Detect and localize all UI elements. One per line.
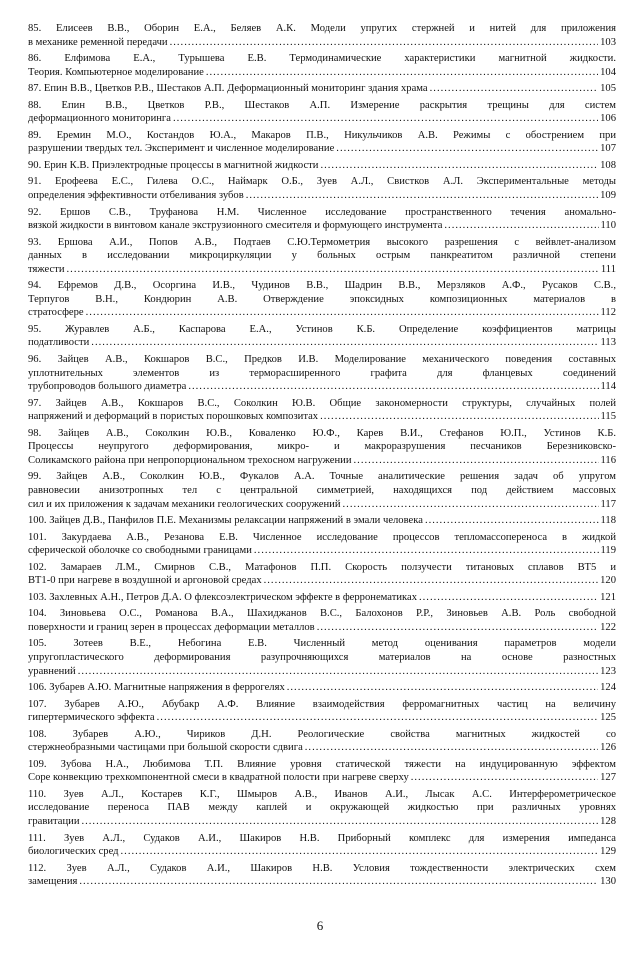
entry-page-number: 111 [600,263,616,275]
entry-title-text: разрушении твердых тел. Эксперимент и численное моделирование [28,143,335,155]
contents-entry [28,514,616,528]
entry-text [28,219,442,233]
contents-entry [28,607,616,634]
entry-title-text: напряжений и деформаций в пористых порошковых композитах [28,411,319,423]
entry-number: 103. [28,591,47,603]
entry-text [28,845,119,859]
entry-number: 99. [28,471,42,483]
entry-text-line [28,561,616,575]
entry-title-text: вязкой жидкости в винтовом канале экструзионного смесителя и формующего инструмента [28,220,443,232]
leader-dots [411,771,598,785]
entry-text: Епин В.В., Цветков Р.В., Шестаков А.П. Измерение раскрытия трещины для систем [61,99,616,111]
entry-last-line [28,159,616,173]
entry-number: 91. [28,176,42,188]
entry-text: Закурдаева А.В., Резанова Е.В. Численное исследование процессов тепломассопереноса в жидкой [61,531,616,543]
contents-entry [28,236,616,277]
entry-page-number: 130 [600,876,616,888]
entry-text [28,574,262,588]
entry-text [28,621,315,635]
entry-title-text: Зубарев А.Ю. Магнитные напряжения в феррогелях [49,682,285,694]
entry-last-line [28,189,616,203]
entry-last-line [28,574,616,588]
contents-entry [28,561,616,588]
entry-text-line [28,651,616,665]
leader-dots [157,711,598,725]
entry-title-text: сил и их приложения к задачам механики геологических сооружений [28,498,341,510]
entry-number: 108. [28,728,47,740]
contents-entry [28,279,616,320]
entry-text: Зайцев А.В., Кокшаров В.С., Предков И.В. Моделирование механического поведения составных [57,354,616,366]
entry-text-line [28,531,616,545]
contents-entry [28,681,616,695]
entry-last-line [28,741,616,755]
entry-text-line [28,99,616,113]
entry-text [28,665,76,679]
contents-entry [28,175,616,202]
contents-entry [28,758,616,785]
entry-last-line [28,336,616,350]
entry-last-line [28,454,616,468]
entry-title-text: уравнений [28,665,76,677]
entry-page-number: 128 [600,815,616,827]
entry-text: Зайцев А.В., Соколкин Ю.В., Фукалов А.А. Точные аналитические решения задач об упругом [56,471,617,483]
entry-text [28,189,244,203]
entry-page-number: 118 [600,515,616,527]
entry-number: 105. [28,638,47,650]
entry-page-number: 113 [600,337,616,349]
entry-number: 111. [28,832,46,844]
entry-number: 102. [28,561,47,573]
entry-page-number: 121 [600,591,616,603]
entry-text: Ерофеева Е.С., Гилева О.С., Наймарк О.Б., Зуев А.Л., Свистков А.Л. Экспериментальные методы [54,176,617,188]
leader-dots [188,380,598,394]
entry-page-number: 129 [600,846,616,858]
leader-dots [287,681,598,695]
entry-page-number: 116 [600,454,616,466]
entry-page-number: 107 [600,143,616,155]
entry-last-line [28,263,616,277]
entry-last-line [28,771,616,785]
entry-number: 100. [28,515,47,527]
entry-page-number: 125 [600,712,616,724]
entry-title-text: Соликамского района при непропорциональном трехосном нагружении [28,454,352,466]
contents-entry [28,832,616,859]
contents-entry [28,159,616,173]
entry-title-text: податливости [28,337,90,349]
entry-title-text: трубопроводов большого диаметра [28,381,187,393]
entry-text: Ершова А.И., Попов А.В., Подтаев С.Ю.Термометрия высокого разрешения с вейвлет-анализом [57,236,616,248]
entry-number: 107. [28,698,47,710]
entry-number: 93. [28,236,42,248]
entry-title-text: определения эффективности отбеливания зубов [28,190,244,202]
leader-dots [91,336,598,350]
leader-dots [79,875,598,889]
entry-last-line [28,875,616,889]
entry-number: 89. [28,129,42,141]
contents-entry [28,323,616,350]
entry-text-line [28,470,616,484]
entry-text-line [28,22,616,36]
entry-title-text: деформационного мониторинга [28,113,171,125]
entry-text: Елисеев В.В., Оборин Е.А., Беляев А.К. Модели упругих стержней и нитей для приложения [55,23,616,34]
contents-entry [28,470,616,511]
entry-last-line [28,66,616,80]
contents-entry [28,862,616,889]
leader-dots [320,410,598,424]
leader-dots [317,621,598,635]
entry-number: 85. [28,23,42,34]
entry-text-line [28,175,616,189]
entry-page-number: 114 [600,381,616,393]
entry-last-line [28,142,616,156]
leader-dots [354,454,599,468]
entry-text: Зуев А.Л., Костарев К.Г., Шмыров А.В., Иванов А.И., Лысак А.С. Интерферометрическое [63,788,616,800]
leader-dots [67,263,599,277]
entry-text [28,711,155,725]
leader-dots [305,741,598,755]
contents-entry [28,591,616,605]
contents-entry [28,82,616,96]
entry-title-text: в механике ременной передачи [28,36,168,48]
entry-text-line [28,323,616,337]
entry-text-line [28,206,616,220]
contents-entry [28,637,616,678]
leader-dots [81,815,598,829]
entry-text [28,410,318,424]
entry-number: 90. [28,159,42,171]
entry-text: Зубарев А.Ю., Абубакр А.Ф. Влияние взаимодействия ферромагнитных частиц на величину [64,698,616,710]
entry-text: исследование переноса ПАВ между каплей и окружающей жидкостью при различных уровнях [28,802,616,814]
entry-text: упругопластического деформирования разупрочняющихся материалов на основе разностных [28,651,616,663]
entry-number: 95. [28,323,42,335]
entry-text: Еремин М.О., Костандов Ю.А., Макаров П.В., Никульчиков А.В. Режимы с обострением при [56,129,617,141]
leader-dots [343,498,599,512]
entry-last-line [28,306,616,320]
entry-text [28,815,79,829]
leader-dots [444,219,598,233]
leader-dots [206,66,598,80]
entry-text [28,112,171,126]
entry-title-text: Зайцев Д.В., Панфилов П.Е. Механизмы релаксации напряжений в эмали человека [49,515,423,527]
entry-number: 97. [28,397,42,409]
entry-text-line [28,637,616,651]
entry-text-line [28,427,616,441]
entry-text-line [28,788,616,802]
entry-page-number: 122 [600,621,616,633]
entry-last-line [28,681,616,695]
leader-dots [336,142,598,156]
entry-page-number: 109 [600,190,616,202]
contents-entry [28,531,616,558]
entry-title-text: Ерин К.В. Приэлектродные процессы в магнитной жидкости [43,159,319,171]
entry-text [28,142,334,156]
entry-last-line [28,514,616,528]
entry-title-text: поверхности и границ зерен в процессах деформации металлов [28,621,315,633]
entry-number: 109. [28,758,47,770]
leader-dots [264,574,598,588]
entry-text-line [28,129,616,143]
entry-number: 112. [28,862,47,874]
leader-dots [425,514,599,528]
entry-text [28,498,341,512]
leader-dots [320,159,598,173]
contents-entry [28,788,616,829]
entry-last-line [28,665,616,679]
entry-page-number: 103 [600,36,616,48]
contents-entry [28,728,616,755]
contents-entry [28,206,616,233]
entry-last-line [28,498,616,512]
entry-text: Зуев А.Л., Судаков А.И., Шакиров Н.В. Условия тождественности электрических схем [66,862,616,874]
leader-dots [173,112,598,126]
entry-last-line [28,591,616,605]
entry-title-text: гравитации [28,815,80,827]
page-number: 6 [316,918,324,933]
entry-text-line [28,236,616,250]
entry-last-line [28,711,616,725]
entry-text [28,36,168,50]
leader-dots [254,544,599,558]
entry-text-line [28,607,616,621]
entry-last-line [28,544,616,558]
entry-page-number: 104 [600,66,616,78]
contents-entry [28,129,616,156]
entry-page-number: 119 [600,545,616,557]
entry-last-line [28,36,616,50]
entry-text: Елфимова Е.А., Турышева Е.В. Термодинамические характеристики магнитной жидкости. [64,53,616,65]
entry-text [28,82,428,96]
entry-number: 86. [28,53,42,65]
entry-text: Журавлев А.Б., Каспарова Е.А., Устинов К.Б. Определение коэффициентов матрицы [65,323,616,335]
entry-text-line [28,397,616,411]
entry-text: Терпугов В.Н., Кондюрин А.В. Отверждение эпоксидных композиционных материалов в [28,293,616,305]
contents-entry [28,698,616,725]
entry-text [28,771,409,785]
entry-text [28,454,352,468]
entry-page-number: 124 [600,682,616,694]
entry-text [28,591,417,605]
entry-text: Зайцев А.В., Соколкин Ю.В., Коваленко Ю.Ф., Карев В.И., Стефанов Ю.П., Устинов К.Б. [58,427,616,439]
entry-last-line [28,815,616,829]
entry-text: Ершов С.В., Труфанова Н.М. Численное исследование пространственного течения аномально- [59,206,617,218]
contents-entry [28,397,616,424]
leader-dots [246,189,598,203]
entry-page-number: 120 [600,575,616,587]
leader-dots [86,306,599,320]
contents-entry [28,427,616,468]
entry-text-line [28,249,616,263]
entry-title-text: Соре конвекцию трехкомпонентной смеси в квадратной полости при нагреве сверху [28,772,409,784]
entry-text: Зиновьева О.С., Романова В.А., Шахиджанов В.С., Балохонов Р.Р., Зиновьев А.В. Роль свободной [59,608,616,620]
entry-title-text: Епин В.В., Цветков Р.В., Шестаков А.П. Деформационный мониторинг здания храма [43,83,428,95]
entry-text-line [28,728,616,742]
entry-text [28,741,303,755]
entry-title-text: Захлевных А.Н., Петров Д.А. О флексоэлектрическом эффекте в ферронематиках [49,591,417,603]
entry-text: Зубова Н.А., Любимова Т.П. Влияние уровня статической тяжести на индуцированную эффектом [60,758,616,770]
entry-text [28,875,77,889]
entry-page-number: 106 [600,113,616,125]
contents-entry [28,353,616,394]
entry-title-text: стержнеобразными частицами при большой скорости сдвига [28,742,303,754]
entry-page-number: 126 [600,742,616,754]
leader-dots [121,845,599,859]
entry-text: Ефремов Д.В., Осоргина И.В., Чудинов В.В., Шадрин В.В., Мерзляков А.Ф., Русаков С.В., [57,280,616,292]
entry-text [28,159,318,173]
entry-text: Процессы неупругого деформирования, микро- и макроразрушения песчаников Березниковско- [28,441,616,453]
entry-text-line [28,758,616,772]
entry-title-text: ВТ1-0 при нагреве в воздушной и аргоновой средах [28,575,262,587]
entry-text-line [28,801,616,815]
entry-text [28,263,65,277]
leader-dots [419,591,598,605]
entry-page-number: 127 [600,772,616,784]
entry-text [28,514,423,528]
entry-text-line [28,698,616,712]
contents-entry [28,52,616,79]
entry-page-number: 105 [600,83,616,95]
entry-number: 106. [28,682,47,694]
entry-number: 96. [28,354,42,366]
entry-text [28,681,285,695]
entry-page-number: 108 [600,159,616,171]
entry-text: Замараев Л.М., Смирнов С.В., Матафонов П.П. Скорость ползучести титановых сплавов ВТ5 и [60,561,616,573]
leader-dots [170,36,599,50]
entry-number: 101. [28,531,47,543]
entry-text-line [28,367,616,381]
leader-dots [430,82,598,96]
entry-text: Зотеев В.Е., Небогина Е.В. Численный метод оценивания параметров модели [73,638,617,650]
entry-number: 110. [28,788,47,800]
entry-page-number: 110 [600,220,616,232]
entry-text-line [28,440,616,454]
entry-text: данных в исследовании микроциркуляции у больных острым панкреатитом различной степени [28,250,616,262]
entry-text: Зуев А.Л., Судаков А.И., Шакиров Н.В. Приборный комплекс для измерения импеданса [63,832,616,844]
entry-last-line [28,380,616,394]
entry-text: Зайцев А.В., Кокшаров В.С., Соколкин Ю.В. Общие закономерности структуры, случайных полей [55,397,617,409]
entry-text-line [28,293,616,307]
entry-text [28,66,204,80]
entry-page-number: 117 [600,498,616,510]
entry-last-line [28,621,616,635]
entry-title-text: тяжести [28,263,65,275]
contents-entry [28,22,616,49]
entry-text-line [28,862,616,876]
entry-text-line [28,52,616,66]
entry-number: 98. [28,427,42,439]
contents-list [28,22,616,892]
entry-last-line [28,219,616,233]
entry-last-line [28,845,616,859]
contents-entry [28,99,616,126]
entry-last-line [28,112,616,126]
entry-page-number: 115 [600,411,616,423]
entry-text [28,306,84,320]
entry-text [28,336,89,350]
entry-title-text: биологических сред [28,846,119,858]
entry-text: уплотнительных элементов из терморасширенного графита для фланцевых соединений [28,367,616,379]
entry-number: 104. [28,608,47,620]
entry-text: равновесии анизотропных тел с центральной симметрией, находящихся под действием массовых [28,484,616,496]
entry-text-line [28,832,616,846]
entry-number: 88. [28,99,42,111]
entry-last-line [28,82,616,96]
entry-title-text: замещения [28,876,78,888]
leader-dots [78,665,598,679]
entry-text-line [28,484,616,498]
entry-text-line [28,353,616,367]
entry-title-text: гипертермического эффекта [28,712,155,724]
entry-text [28,380,186,394]
entry-text [28,544,252,558]
entry-number: 94. [28,280,42,292]
entry-page-number: 123 [600,665,616,677]
entry-title-text: стратосфере [28,307,84,319]
entry-number: 92. [28,206,42,218]
entry-text: Зубарев А.Ю., Чириков Д.Н. Реологические свойства магнитных жидкостей со [72,728,617,740]
entry-page-number: 112 [600,307,616,319]
entry-text-line [28,279,616,293]
entry-title-text: сферической оболочке со свободными границами [28,545,252,557]
entry-last-line [28,410,616,424]
entry-number: 87. [28,83,42,95]
entry-title-text: Теория. Компьютерное моделирование [28,66,204,78]
